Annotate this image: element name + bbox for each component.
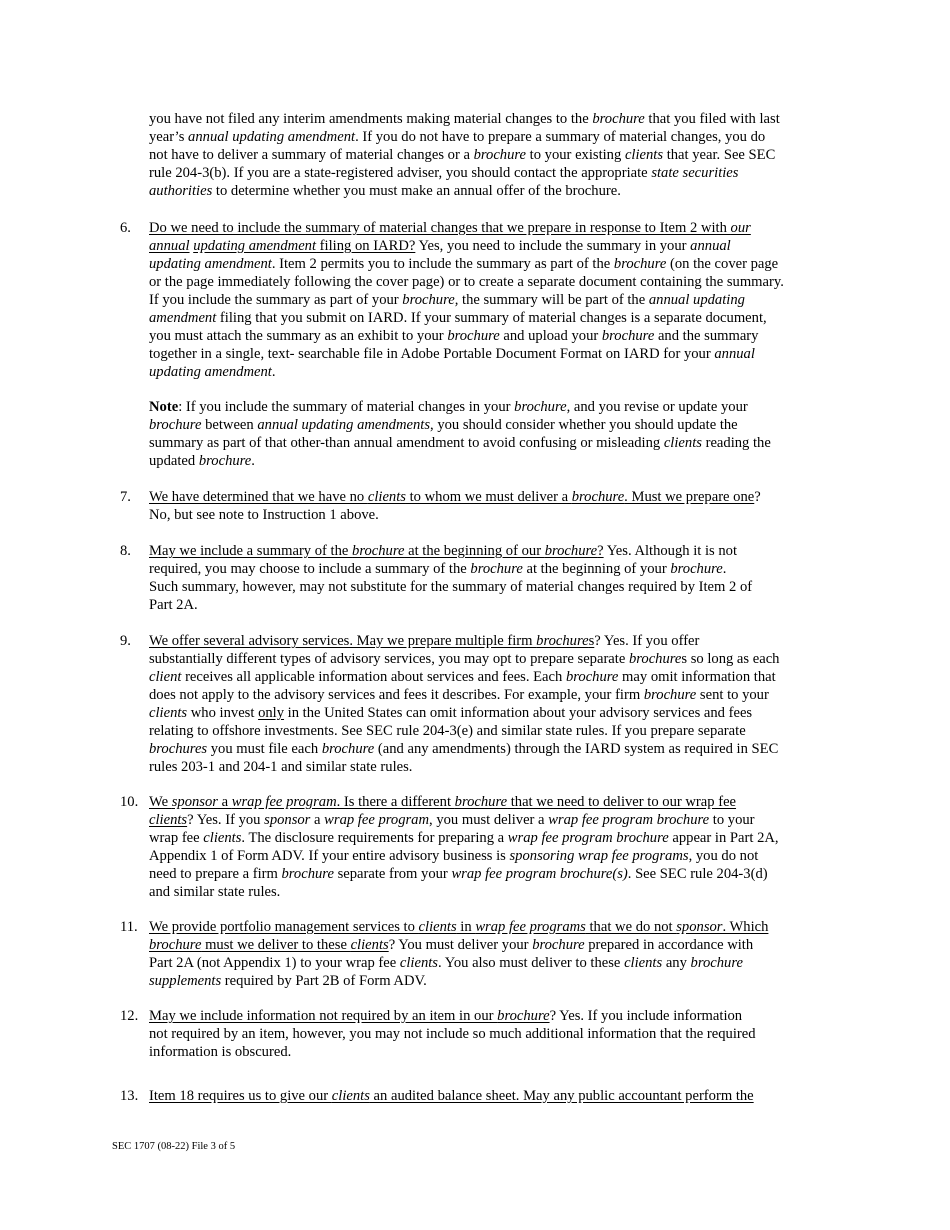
text-line: No, but see note to Instruction 1 above. <box>149 506 379 523</box>
note-text <box>149 399 839 471</box>
text-line: Part 2A (not Appendix 1) to your wrap fee clients. You also must deliver to these clients any brochure <box>149 954 743 971</box>
text-line: client receives all applicable information about services and fees. Each brochure may omit information that <box>149 668 776 685</box>
text-line: authorities to determine whether you must make an annual offer of the brochure. <box>149 182 621 199</box>
text-line: need to prepare a firm brochure separate from your wrap fee program brochure(s). See SEC rule 204-3(d) <box>149 865 768 882</box>
text-line: wrap fee clients. The disclosure requirements for preparing a wrap fee program brochure appear in Part 2A, <box>149 829 779 846</box>
text-line: annual updating amendment filing on IARD? Yes, you need to include the summary in your annual <box>149 237 731 254</box>
text-line: supplements required by Part 2B of Form ADV. <box>149 972 427 989</box>
text-line: brochure between annual updating amendments, you should consider whether you should update the <box>149 416 738 433</box>
item-number: 10. <box>120 794 139 810</box>
text-line: Such summary, however, may not substitute for the summary of material changes required by Item 2 of <box>149 578 753 595</box>
text-line: required, you may choose to include a summary of the brochure at the beginning of your brochure. <box>149 560 727 577</box>
item-text <box>149 220 839 382</box>
item-text <box>149 543 839 615</box>
item-number: 8. <box>120 543 131 559</box>
text-line: together in a single, text- searchable file in Adobe Portable Document Format on IARD for your annual <box>149 345 755 362</box>
item-number: 9. <box>120 633 131 649</box>
text-line: relating to offshore investments. See SEC rule 204-3(e) and similar state rules. If you prepare separate <box>149 722 746 739</box>
item-text <box>149 919 839 991</box>
text-line: We offer several advisory services. May we prepare multiple firm brochures? Yes. If you offer <box>149 633 700 649</box>
text-line: Appendix 1 of Form ADV. If your entire advisory business is sponsoring wrap fee programs, you do not <box>149 847 759 864</box>
item-number: 11. <box>120 919 138 935</box>
text-line: May we include information not required by an item in our brochure? Yes. If you include information <box>149 1008 743 1024</box>
text-line: not have to deliver a summary of material changes or a brochure to your existing clients that year. See SEC <box>149 146 776 163</box>
text-line: clients who invest only in the United States can omit information about your advisory services and fees <box>149 704 753 721</box>
text-line: substantially different types of advisory services, you may opt to prepare separate brochures so long as each <box>149 650 780 667</box>
text-line: We provide portfolio management services to clients in wrap fee programs that we do not sponsor. Which <box>149 919 769 935</box>
text-line: rule 204-3(b). If you are a state-registered adviser, you should contact the appropriate state securities <box>149 164 739 181</box>
text-line: updated brochure. <box>149 452 255 469</box>
text-line: or the page immediately following the cover page) or to create a separate document containing the summary. <box>149 273 784 290</box>
text-line: amendment filing that you submit on IARD. If your summary of material changes is a separate document, <box>149 309 767 326</box>
item-number: 13. <box>120 1088 139 1104</box>
text-line: Part 2A. <box>149 596 198 613</box>
text-line: not required by an item, however, you may not include so much additional information that the required <box>149 1025 756 1042</box>
text-line: We sponsor a wrap fee program. Is there a different brochure that we need to deliver to our wrap fee <box>149 794 737 810</box>
item-text <box>149 633 839 777</box>
text-line: Item 18 requires us to give our clients an audited balance sheet. May any public accountant perform the <box>149 1088 754 1104</box>
text-line: you have not filed any interim amendments making material changes to the brochure that you filed with last <box>149 111 780 127</box>
text-line: and similar state rules. <box>149 883 281 900</box>
item-text <box>149 794 839 902</box>
item-number: 6. <box>120 220 131 236</box>
text-line: year’s annual updating amendment. If you do not have to prepare a summary of material changes, you do <box>149 128 766 145</box>
text-line: updating amendment. <box>149 363 276 380</box>
item-number: 7. <box>120 489 131 505</box>
text-line: summary as part of that other-than annual amendment to avoid confusing or misleading clients reading the <box>149 434 771 451</box>
text-line: brochure must we deliver to these clients? You must deliver your brochure prepared in accordance with <box>149 936 754 953</box>
text-line: does not apply to the advisory services and fees it describes. For example, your firm brochure sent to your <box>149 686 769 703</box>
text-line: Note: If you include the summary of material changes in your brochure, and you revise or update your <box>149 399 748 415</box>
text-line: updating amendment. Item 2 permits you to include the summary as part of the brochure (on the cover page <box>149 255 779 272</box>
text-line: We have determined that we have no clients to whom we must deliver a brochure. Must we prepare one? <box>149 489 761 505</box>
text-line: If you include the summary as part of your brochure, the summary will be part of the annual updating <box>149 291 745 308</box>
text-line: you must attach the summary as an exhibit to your brochure and upload your brochure and the summary <box>149 327 759 344</box>
text-line: rules 203-1 and 204-1 and similar state rules. <box>149 758 413 775</box>
text-line: brochures you must file each brochure (and any amendments) through the IARD system as required in SEC <box>149 740 779 757</box>
text-line: clients? Yes. If you sponsor a wrap fee program, you must deliver a wrap fee program brochure to your <box>149 811 755 828</box>
item-text <box>149 1008 839 1062</box>
page-footer: SEC 1707 (08-22) File 3 of 5 <box>112 1141 236 1152</box>
intro-paragraph <box>149 111 839 201</box>
text-line: information is obscured. <box>149 1043 292 1060</box>
item-text <box>149 1088 839 1106</box>
item-text <box>149 489 839 525</box>
text-line: Do we need to include the summary of material changes that we prepare in response to Item 2 with our <box>149 220 751 236</box>
text-line: May we include a summary of the brochure at the beginning of our brochure? Yes. Although it is not <box>149 543 738 559</box>
item-number: 12. <box>120 1008 139 1024</box>
